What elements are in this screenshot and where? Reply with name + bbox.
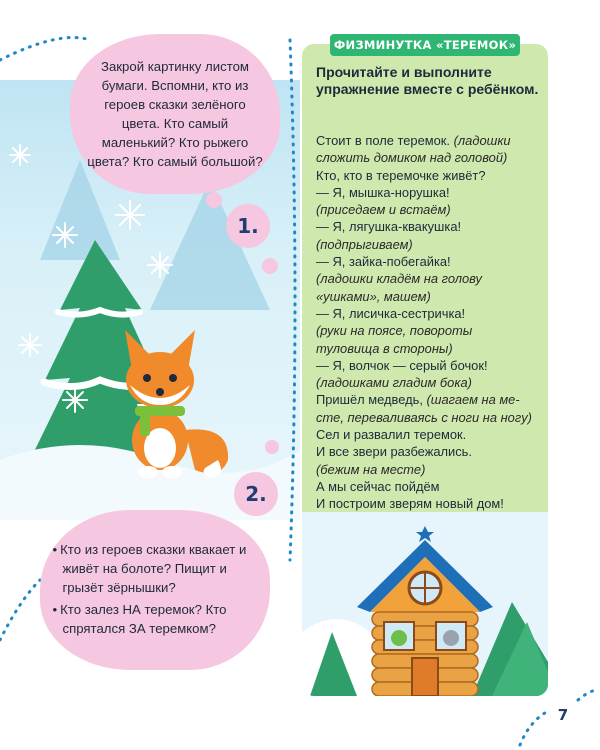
poem-line xyxy=(316,391,544,408)
task-2-list xyxy=(53,540,258,641)
poem-line xyxy=(316,149,544,166)
poem-line xyxy=(316,201,544,218)
poem-verse: Пришёл медведь, xyxy=(316,392,427,408)
poem-instruction: сте, переваливаясь с ноги на ногу) xyxy=(316,409,532,425)
exercise-title: Прочитайте и выполните упражнение вместе с ребёнком. xyxy=(316,64,539,97)
poem-instruction: туловища в стороны) xyxy=(316,340,453,356)
poem-line xyxy=(316,288,544,305)
poem-line xyxy=(316,132,544,149)
poem-line xyxy=(316,374,544,391)
task-2-question: • Кто из героев сказки квакает и живёт на болоте? Пищит и грызёт зёрнышки? xyxy=(53,540,258,597)
poem-line xyxy=(316,478,544,495)
poem-verse: — Я, волчок — серый бочок! xyxy=(316,357,488,373)
section-badge: ФИЗМИНУТКА «ТЕРЕМОК» xyxy=(330,34,520,56)
poem-verse: — Я, зайка-побегайка! xyxy=(316,254,451,270)
poem-verse: И все звери разбежались. xyxy=(316,444,472,460)
poem-instruction: (подпрыгиваем) xyxy=(316,236,413,252)
task-2-cloud xyxy=(40,510,270,670)
poem-line xyxy=(316,253,544,270)
poem-instruction: (бежим на месте) xyxy=(316,461,426,477)
poem-verse: Кто, кто в теремочке живёт? xyxy=(316,167,486,183)
task-1-cloud xyxy=(70,34,280,194)
poem-line xyxy=(316,167,544,184)
poem-line xyxy=(316,495,544,512)
poem-verse: — Я, мышка-норушка! xyxy=(316,184,450,200)
thought-bubble xyxy=(265,440,279,454)
task-1-number: 1. xyxy=(226,204,270,248)
poem-verse: — Я, лягушка-квакушка! xyxy=(316,219,462,235)
teremok-illustration xyxy=(302,512,548,696)
poem-instruction: (руки на поясе, повороты xyxy=(316,323,473,339)
poem-instruction: (приседаем и встаём) xyxy=(316,202,451,218)
poem-line xyxy=(316,461,544,478)
task-2-question: • Кто залез НА теремок? Кто спрятался ЗА теремком? xyxy=(53,600,258,638)
poem-line xyxy=(316,305,544,322)
poem-instruction: «ушками», машем) xyxy=(316,288,431,304)
poem-line xyxy=(316,184,544,201)
poem-verse: Сел и развалил теремок. xyxy=(316,427,467,443)
poem-line xyxy=(316,322,544,339)
task-2-number: 2. xyxy=(234,472,278,516)
poem-line xyxy=(316,426,544,443)
poem-verse: И построим зверям новый дом! xyxy=(316,496,504,512)
poem-verse: А мы сейчас пойдём xyxy=(316,478,440,494)
poem-line xyxy=(316,409,544,426)
exercise-poem xyxy=(316,132,544,530)
poem-line xyxy=(316,270,544,287)
task-1-text: Закрой картинку листом бумаги. Вспомни, кто из героев сказки зелёного цвета. Кто самый маленький? Кто рыжего цвета? Кто самый большой? xyxy=(87,59,263,169)
poem-line xyxy=(316,357,544,374)
poem-line xyxy=(316,340,544,357)
poem-instruction: (шагаем на ме- xyxy=(426,392,520,408)
poem-instruction: (ладошками гладим бока) xyxy=(316,375,472,391)
poem-verse: Стоит в поле теремок. xyxy=(316,133,454,148)
page-number: 7 xyxy=(557,706,569,724)
teremok-house xyxy=(302,512,548,696)
thought-bubble xyxy=(206,192,222,208)
poem-line xyxy=(316,218,544,235)
poem-verse: — Я, лисичка-сестричка! xyxy=(316,305,466,321)
poem-instruction: сложить домиком над головой) xyxy=(316,150,508,166)
poem-line xyxy=(316,443,544,460)
poem-line xyxy=(316,236,544,253)
poem-instruction: (ладошки кладём на голову xyxy=(316,271,482,287)
thought-bubble xyxy=(262,258,278,274)
poem-instruction: (ладошки xyxy=(453,133,511,148)
